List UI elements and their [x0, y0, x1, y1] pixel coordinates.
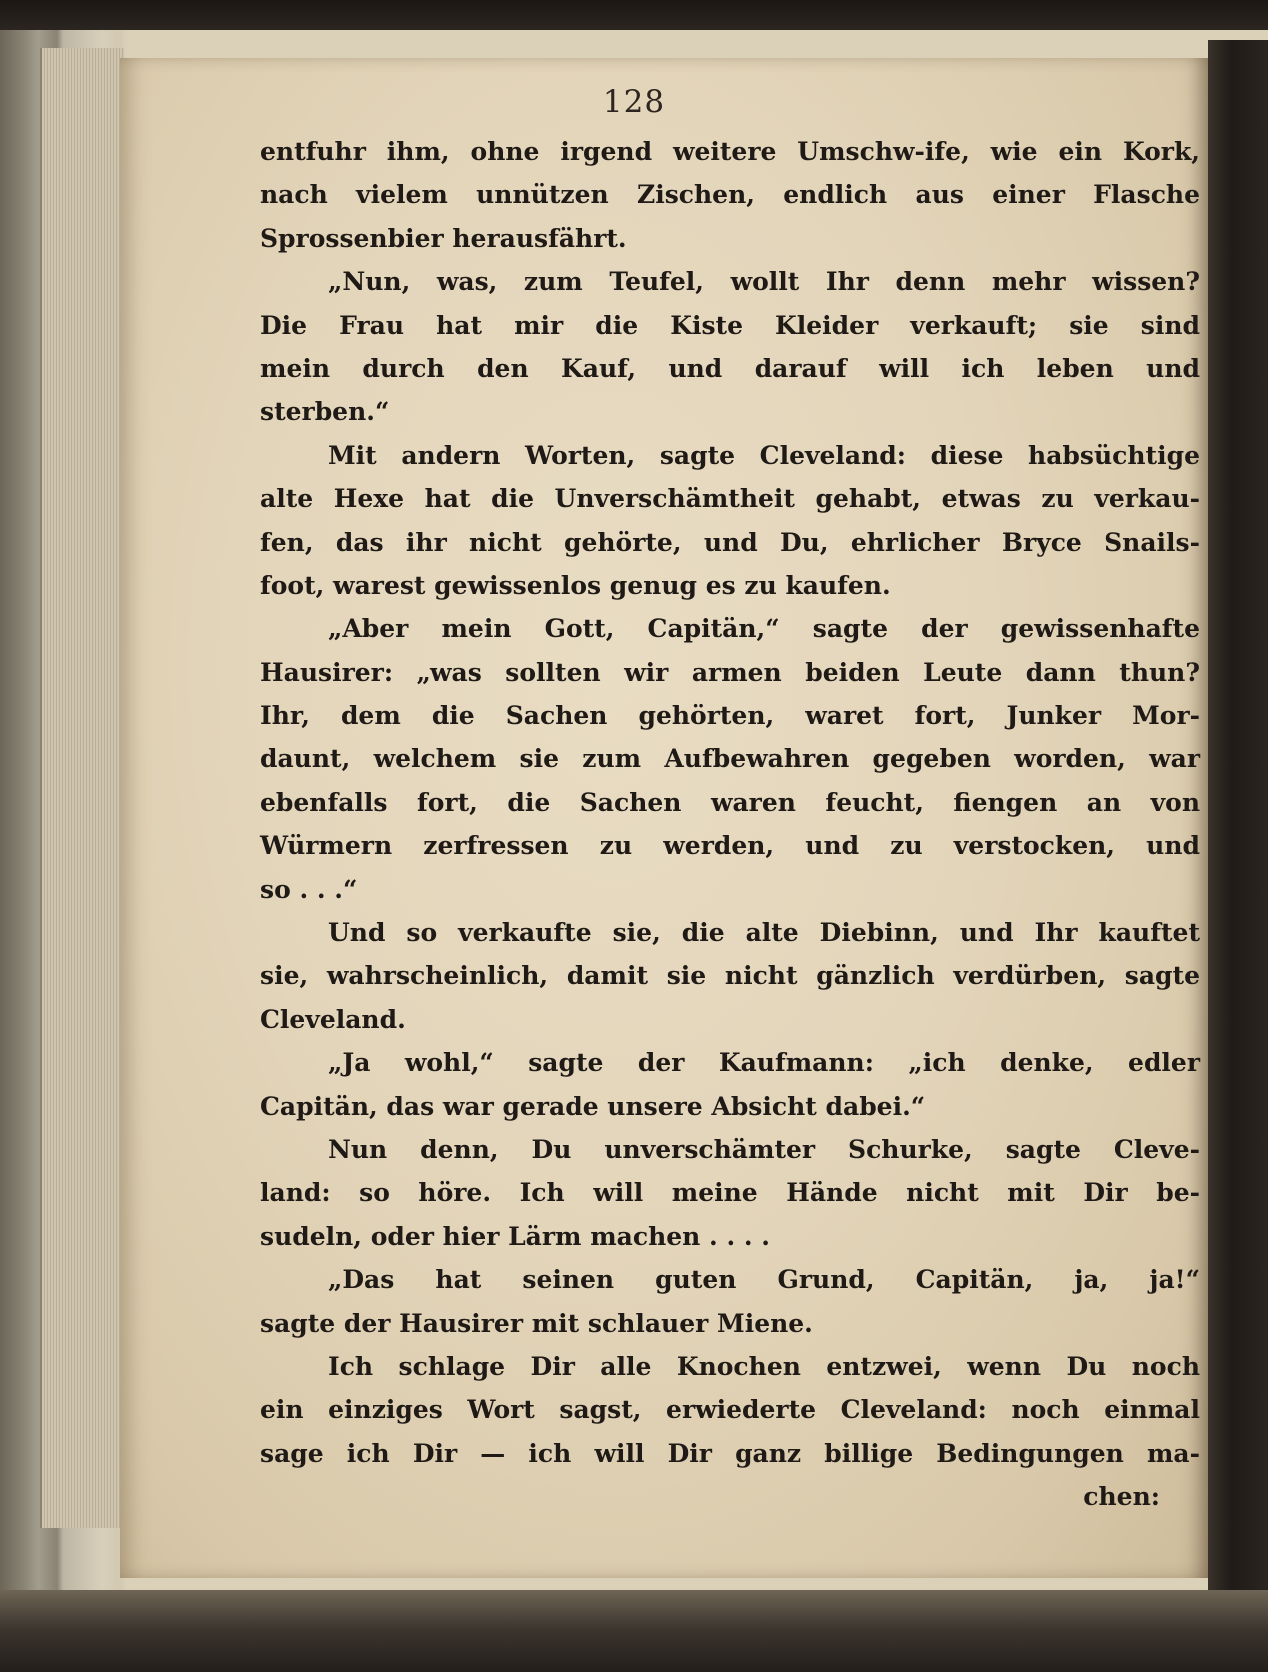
text-line: so . . .“	[260, 874, 358, 904]
text-line: Cleveland.	[260, 1004, 406, 1034]
text-line: mein durch den Kauf, und darauf will ich leben und	[260, 353, 1200, 383]
text-line: sie, wahrscheinlich, damit sie nicht gänzlich verdürben, sagte	[260, 961, 1200, 991]
text-line: ebenfalls fort, die Sachen waren feucht, fiengen an von	[260, 787, 1200, 817]
text-line: alte Hexe hat die Unverschämtheit gehabt, etwas zu verkau-	[260, 484, 1200, 514]
text-line: „Das hat seinen guten Grund, Capitän, ja, ja!“	[328, 1265, 1200, 1295]
text-line: Nun denn, Du unverschämter Schurke, sagte Cleve-	[328, 1134, 1200, 1164]
text-line: daunt, welchem sie zum Aufbewahren gegeben worden, war	[260, 744, 1200, 774]
text-line: „Ja wohl,“ sagte der Kaufmann: „ich denke, edler	[328, 1048, 1200, 1078]
text-line: Mit andern Worten, sagte Cleveland: diese habsüchtige	[328, 440, 1200, 470]
page-text	[260, 130, 1210, 1519]
text-line: Capitän, das war gerade unsere Absicht dabei.“	[260, 1091, 926, 1121]
text-line: sterben.“	[260, 397, 390, 427]
text-line: nach vielem unnützen Zischen, endlich aus einer Flasche	[260, 180, 1200, 210]
page-number: 128	[602, 84, 666, 120]
text-line: „Aber mein Gott, Capitän,“ sagte der gewissenhafte	[328, 614, 1200, 644]
text-line: ein einziges Wort sagst, erwiederte Cleveland: noch einmal	[260, 1395, 1200, 1425]
text-line: Würmern zerfressen zu werden, und zu verstocken, und	[260, 831, 1200, 861]
text-line: Die Frau hat mir die Kiste Kleider verkauft; sie sind	[260, 310, 1200, 340]
text-line: Ich schlage Dir alle Knochen entzwei, wenn Du noch	[328, 1351, 1200, 1381]
text-line: entfuhr ihm, ohne irgend weitere Umschw-ife, wie ein Kork,	[260, 137, 1200, 166]
book-cover-bottom	[0, 1590, 1268, 1672]
text-line: chen:	[1083, 1482, 1160, 1512]
text-line: sage ich Dir — ich will Dir ganz billige Bedingungen ma-	[260, 1438, 1200, 1468]
book-gutter-right	[1208, 40, 1268, 1672]
book-page-edges	[40, 48, 124, 1528]
text-line: Und so verkaufte sie, die alte Diebinn, und Ihr kauftet	[328, 918, 1200, 948]
text-line: land: so höre. Ich will meine Hände nicht mit Dir be-	[260, 1178, 1200, 1208]
text-line: Hausirer: „was sollten wir armen beiden Leute dann thun?	[260, 657, 1200, 687]
text-line: foot, warest gewissenlos genug es zu kaufen.	[260, 570, 891, 600]
text-line: fen, das ihr nicht gehörte, und Du, ehrlicher Bryce Snails-	[260, 527, 1200, 557]
text-line: sudeln, oder hier Lärm machen . . . .	[260, 1221, 770, 1251]
text-line: Ihr, dem die Sachen gehörten, waret fort, Junker Mor-	[260, 701, 1200, 731]
text-line: Sprossenbier herausfährt.	[260, 223, 627, 253]
text-line: „Nun, was, zum Teufel, wollt Ihr denn mehr wissen?	[328, 267, 1200, 297]
text-line: sagte der Hausirer mit schlauer Miene.	[260, 1308, 813, 1338]
